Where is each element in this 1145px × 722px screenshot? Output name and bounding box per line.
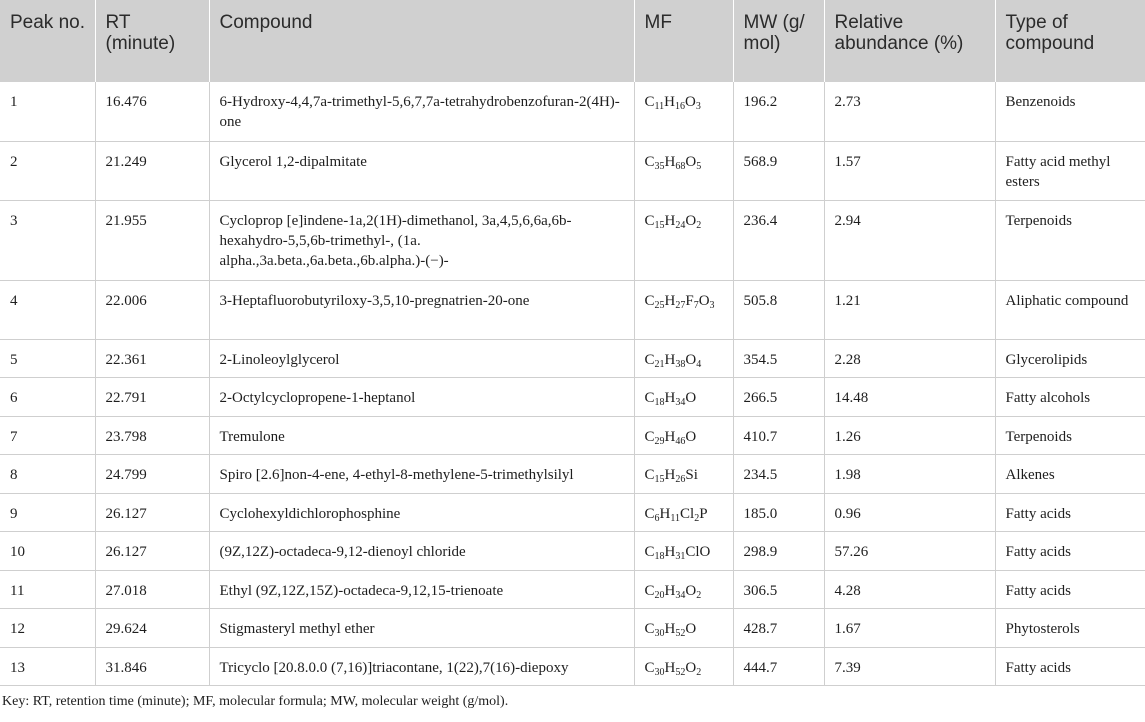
- cell-mf: [634, 280, 733, 339]
- mf-element: C: [644, 292, 655, 309]
- table-row: [0, 416, 1145, 455]
- mf-element: Si: [685, 467, 698, 483]
- mf-count: 16: [675, 101, 685, 112]
- mf-element: O: [685, 94, 696, 110]
- cell-peak-no: 7: [0, 416, 95, 455]
- mf-element: F: [685, 292, 694, 309]
- mf-count: 29: [654, 435, 665, 447]
- cell-compound: Ethyl (9Z,12Z,15Z)-octadeca-9,12,15-trienoate: [209, 570, 634, 609]
- mf-element: H: [664, 390, 676, 406]
- mf-count: 20: [654, 589, 665, 601]
- mf-element: O: [685, 582, 697, 599]
- mf-element: C: [644, 621, 655, 637]
- mf-element: Cl: [680, 505, 695, 522]
- mf-count: 2: [696, 219, 702, 231]
- cell-type-of-compound: Fatty acids: [995, 647, 1145, 686]
- cell-relative-abundance: 2.28: [824, 339, 995, 378]
- table-row: [0, 647, 1145, 686]
- cell-peak-no: 4: [0, 280, 95, 339]
- cell-mw: 236.4: [733, 200, 824, 280]
- mf-count: 52: [675, 666, 686, 678]
- cell-mw: 444.7: [733, 647, 824, 686]
- header-compound: Compound: [209, 0, 634, 82]
- mf-element: H: [664, 467, 676, 483]
- table-row: [0, 532, 1145, 571]
- mf-count: 30: [654, 628, 665, 639]
- cell-relative-abundance: 4.28: [824, 570, 995, 609]
- mf-element: H: [664, 212, 676, 229]
- mf-element: H: [664, 94, 675, 110]
- mf-count: 3: [695, 101, 701, 112]
- mf-element: O: [685, 390, 697, 406]
- cell-mf: [634, 378, 733, 417]
- cell-rt: 26.127: [95, 532, 209, 571]
- cell-rt: 21.249: [95, 141, 209, 200]
- cell-peak-no: 3: [0, 200, 95, 280]
- cell-compound: Spiro [2.6]non-4-ene, 4-ethyl-8-methylene-5-trimethylsilyl: [209, 455, 634, 494]
- mf-element: C: [644, 94, 655, 110]
- cell-rt: 22.006: [95, 280, 209, 339]
- cell-rt: 29.624: [95, 609, 209, 648]
- mf-element: H: [664, 621, 676, 637]
- cell-peak-no: 6: [0, 378, 95, 417]
- mf-element: ClO: [685, 544, 711, 560]
- mf-element: C: [644, 467, 655, 483]
- mf-count: 52: [675, 628, 686, 639]
- cell-compound: 2-Octylcyclopropene-1-heptanol: [209, 378, 634, 417]
- cell-relative-abundance: 7.39: [824, 647, 995, 686]
- cell-relative-abundance: 1.98: [824, 455, 995, 494]
- mf-element: C: [644, 212, 655, 229]
- mf-element: O: [698, 292, 710, 309]
- mf-element: C: [644, 390, 655, 406]
- mf-count: 34: [675, 589, 686, 601]
- cell-compound: 6-Hydroxy-4,4,7a-trimethyl-5,6,7,7a-tetrahydrobenzofuran-2(4H)-one: [209, 82, 634, 141]
- mf-element: H: [664, 659, 676, 676]
- cell-relative-abundance: 2.73: [824, 82, 995, 141]
- mf-element: H: [664, 292, 676, 309]
- mf-element: C: [644, 505, 655, 522]
- mf-count: 46: [675, 435, 686, 447]
- mf-count: 2: [694, 512, 700, 524]
- cell-relative-abundance: 57.26: [824, 532, 995, 571]
- mf-count: 24: [675, 219, 686, 231]
- table-row: [0, 570, 1145, 609]
- header-type-of-compound: Type of compound: [995, 0, 1145, 82]
- mf-element: H: [664, 351, 676, 368]
- mf-count: 15: [654, 474, 665, 485]
- cell-relative-abundance: 1.57: [824, 141, 995, 200]
- mf-element: O: [685, 351, 697, 368]
- cell-type-of-compound: Fatty acid methyl esters: [995, 141, 1145, 200]
- cell-type-of-compound: Terpenoids: [995, 416, 1145, 455]
- cell-mf: [634, 455, 733, 494]
- table-row: [0, 493, 1145, 532]
- mf-count: 3: [709, 299, 715, 311]
- mf-element: H: [664, 428, 676, 445]
- mf-element: O: [685, 212, 697, 229]
- table-row: [0, 609, 1145, 648]
- cell-compound: Tremulone: [209, 416, 634, 455]
- table-row: [0, 455, 1145, 494]
- cell-mf: [634, 82, 733, 141]
- cell-type-of-compound: Aliphatic compound: [995, 280, 1145, 339]
- mf-count: 2: [696, 589, 702, 601]
- cell-rt: 22.791: [95, 378, 209, 417]
- mf-count: 38: [675, 358, 686, 370]
- cell-compound: 3-Heptafluorobutyriloxy-3,5,10-pregnatrien-20-one: [209, 280, 634, 339]
- header-peak-no: Peak no.: [0, 0, 95, 82]
- cell-relative-abundance: 14.48: [824, 378, 995, 417]
- cell-relative-abundance: 0.96: [824, 493, 995, 532]
- mf-element: O: [685, 153, 697, 170]
- cell-mw: 234.5: [733, 455, 824, 494]
- cell-relative-abundance: 1.26: [824, 416, 995, 455]
- cell-type-of-compound: Alkenes: [995, 455, 1145, 494]
- mf-count: 6: [654, 512, 660, 524]
- mf-count: 5: [696, 160, 702, 172]
- cell-mw: 266.5: [733, 378, 824, 417]
- cell-mf: [634, 647, 733, 686]
- cell-compound: Tricyclo [20.8.0.0 (7,16)]triacontane, 1(22),7(16)-diepoxy: [209, 647, 634, 686]
- mf-count: 31: [675, 551, 686, 562]
- cell-mf: [634, 141, 733, 200]
- table-row: [0, 200, 1145, 280]
- cell-compound: (9Z,12Z)-octadeca-9,12-dienoyl chloride: [209, 532, 634, 571]
- cell-peak-no: 5: [0, 339, 95, 378]
- table-row: [0, 280, 1145, 339]
- cell-type-of-compound: Terpenoids: [995, 200, 1145, 280]
- cell-type-of-compound: Fatty acids: [995, 570, 1145, 609]
- cell-mw: 410.7: [733, 416, 824, 455]
- cell-peak-no: 11: [0, 570, 95, 609]
- mf-count: 68: [675, 160, 686, 172]
- mf-element: C: [644, 428, 655, 445]
- cell-rt: 27.018: [95, 570, 209, 609]
- table-row: [0, 141, 1145, 200]
- cell-compound: Stigmasteryl methyl ether: [209, 609, 634, 648]
- cell-rt: 23.798: [95, 416, 209, 455]
- mf-count: 25: [654, 299, 665, 311]
- cell-rt: 22.361: [95, 339, 209, 378]
- mf-count: 35: [654, 160, 665, 172]
- cell-compound: 2-Linoleoylglycerol: [209, 339, 634, 378]
- cell-mw: 505.8: [733, 280, 824, 339]
- mf-element: H: [664, 582, 676, 599]
- cell-mf: [634, 339, 733, 378]
- cell-mw: 354.5: [733, 339, 824, 378]
- cell-relative-abundance: 1.21: [824, 280, 995, 339]
- header-mf: MF: [634, 0, 733, 82]
- mf-element: C: [644, 659, 655, 676]
- header-rt: RT (minute): [95, 0, 209, 82]
- table-footnote: Key: RT, retention time (minute); MF, molecular formula; MW, molecular weight (g/mol).: [2, 694, 509, 709]
- table-row: [0, 339, 1145, 378]
- mf-count: 2: [696, 666, 702, 678]
- mf-element: H: [659, 505, 671, 522]
- mf-element: H: [664, 544, 676, 560]
- mf-element: O: [685, 621, 697, 637]
- cell-mf: [634, 200, 733, 280]
- mf-element: O: [685, 659, 697, 676]
- mf-count: 4: [696, 358, 702, 370]
- mf-count: 15: [654, 219, 665, 231]
- mf-element: C: [644, 544, 655, 560]
- cell-mw: 306.5: [733, 570, 824, 609]
- cell-mf: [634, 416, 733, 455]
- header-relative-abundance: Relative abundance (%): [824, 0, 995, 82]
- cell-peak-no: 12: [0, 609, 95, 648]
- mf-count: 26: [675, 474, 686, 485]
- mf-element: C: [644, 153, 655, 170]
- cell-compound: Glycerol 1,2-dipalmitate: [209, 141, 634, 200]
- cell-peak-no: 13: [0, 647, 95, 686]
- cell-mw: 428.7: [733, 609, 824, 648]
- header-row: [0, 0, 1145, 82]
- cell-type-of-compound: Phytosterols: [995, 609, 1145, 648]
- mf-count: 27: [675, 299, 686, 311]
- mf-count: 34: [675, 397, 686, 408]
- cell-rt: 31.846: [95, 647, 209, 686]
- mf-element: H: [664, 153, 676, 170]
- cell-mw: 196.2: [733, 82, 824, 141]
- cell-type-of-compound: Benzenoids: [995, 82, 1145, 141]
- mf-count: 30: [654, 666, 665, 678]
- mf-element: C: [644, 351, 655, 368]
- cell-peak-no: 2: [0, 141, 95, 200]
- cell-rt: 26.127: [95, 493, 209, 532]
- cell-compound: Cyclohexyldichlorophosphine: [209, 493, 634, 532]
- cell-mf: [634, 570, 733, 609]
- cell-type-of-compound: Glycerolipids: [995, 339, 1145, 378]
- cell-rt: 21.955: [95, 200, 209, 280]
- mf-element: P: [699, 505, 708, 522]
- cell-compound: Cycloprop [e]indene-1a,2(1H)-dimethanol, 3a,4,5,6,6a,6b-hexahydro-5,5,6b-trimethyl-, (1a. alpha.,3a.beta.,6a.beta.,6b.alpha.)-(−)-: [209, 200, 634, 280]
- mf-count: 21: [654, 358, 665, 370]
- mf-count: 18: [654, 551, 665, 562]
- mf-count: 18: [654, 397, 665, 408]
- cell-relative-abundance: 1.67: [824, 609, 995, 648]
- cell-mw: 298.9: [733, 532, 824, 571]
- cell-type-of-compound: Fatty acids: [995, 493, 1145, 532]
- cell-rt: 24.799: [95, 455, 209, 494]
- cell-relative-abundance: 2.94: [824, 200, 995, 280]
- mf-element: C: [644, 582, 655, 599]
- cell-peak-no: 10: [0, 532, 95, 571]
- cell-mf: [634, 609, 733, 648]
- table-row: [0, 82, 1145, 141]
- cell-peak-no: 1: [0, 82, 95, 141]
- header-mw: MW (g/ mol): [733, 0, 824, 82]
- cell-type-of-compound: Fatty alcohols: [995, 378, 1145, 417]
- mf-count: 11: [654, 101, 665, 112]
- cell-mw: 568.9: [733, 141, 824, 200]
- cell-peak-no: 9: [0, 493, 95, 532]
- cell-mw: 185.0: [733, 493, 824, 532]
- cell-type-of-compound: Fatty acids: [995, 532, 1145, 571]
- cell-peak-no: 8: [0, 455, 95, 494]
- cell-rt: 16.476: [95, 82, 209, 141]
- cell-mf: [634, 493, 733, 532]
- mf-element: O: [685, 428, 697, 445]
- mf-count: 7: [693, 299, 699, 311]
- cell-mf: [634, 532, 733, 571]
- table-row: [0, 378, 1145, 417]
- mf-count: 11: [670, 512, 680, 524]
